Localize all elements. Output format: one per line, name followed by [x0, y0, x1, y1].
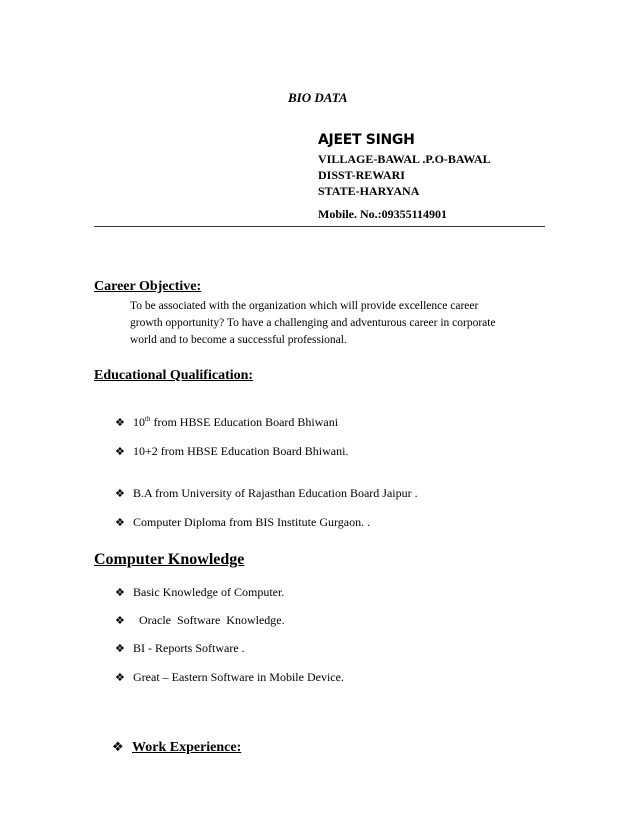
computer-item — [115, 613, 285, 628]
computer-item — [115, 641, 245, 656]
education-heading: Educational Qualification: — [94, 368, 254, 383]
education-item — [115, 444, 348, 459]
diamond-bullet-icon: ❖ — [115, 614, 125, 627]
work-experience-label: Work Experience: — [132, 740, 242, 755]
name: AJEET SINGH — [318, 132, 415, 148]
diamond-bullet-icon: ❖ — [115, 586, 125, 599]
work-experience-heading — [112, 740, 241, 756]
career-objective-text — [130, 298, 550, 349]
career-line: growth opportunity? To have a challenging and adventurous career in corporate — [130, 317, 496, 329]
education-item-text: Computer Diploma from BIS Institute Gurgaon. . — [133, 515, 371, 529]
education-item-text: from HBSE Education Board Bhiwani — [150, 415, 339, 429]
computer-item-text: Basic Knowledge of Computer. — [133, 585, 285, 599]
superscript: th — [145, 415, 151, 423]
address-line-1: VILLAGE-BAWAL .P.O-BAWAL — [318, 152, 491, 166]
education-item — [115, 515, 370, 530]
computer-item-text: Great – Eastern Software in Mobile Device. — [133, 670, 344, 684]
computer-item — [115, 585, 284, 600]
diamond-bullet-icon: ❖ — [115, 671, 125, 684]
diamond-bullet-icon: ❖ — [115, 516, 125, 529]
diamond-bullet-icon: ❖ — [115, 445, 125, 458]
diamond-bullet-icon: ❖ — [115, 642, 125, 655]
career-line: To be associated with the organization which will provide excellence career — [130, 300, 479, 312]
mobile-number: Mobile. No.:09355114901 — [318, 207, 447, 221]
computer-knowledge-heading: Computer Knowledge — [94, 551, 245, 568]
education-item-text: 10 — [133, 415, 145, 429]
education-item — [115, 415, 338, 430]
computer-item-text: BI - Reports Software . — [133, 641, 245, 655]
address-line-3: STATE-HARYANA — [318, 184, 420, 198]
computer-item — [115, 670, 344, 685]
education-item-text: 10+2 from HBSE Education Board Bhiwani. — [133, 444, 349, 458]
address-line-2: DISST-REWARI — [318, 168, 405, 182]
diamond-bullet-icon: ❖ — [115, 416, 125, 429]
diamond-bullet-icon: ❖ — [115, 487, 125, 500]
title: BIO DATA — [288, 90, 348, 105]
education-item-text: B.A from University of Rajasthan Education Board Jaipur . — [133, 486, 418, 500]
career-line: world and to become a successful professional. — [130, 334, 347, 346]
career-objective-heading: Career Objective: — [94, 279, 202, 294]
divider-line — [94, 226, 545, 227]
diamond-bullet-icon: ❖ — [112, 740, 124, 755]
computer-item-text: Oracle Software Knowledge. — [133, 613, 285, 627]
education-item — [115, 486, 418, 501]
